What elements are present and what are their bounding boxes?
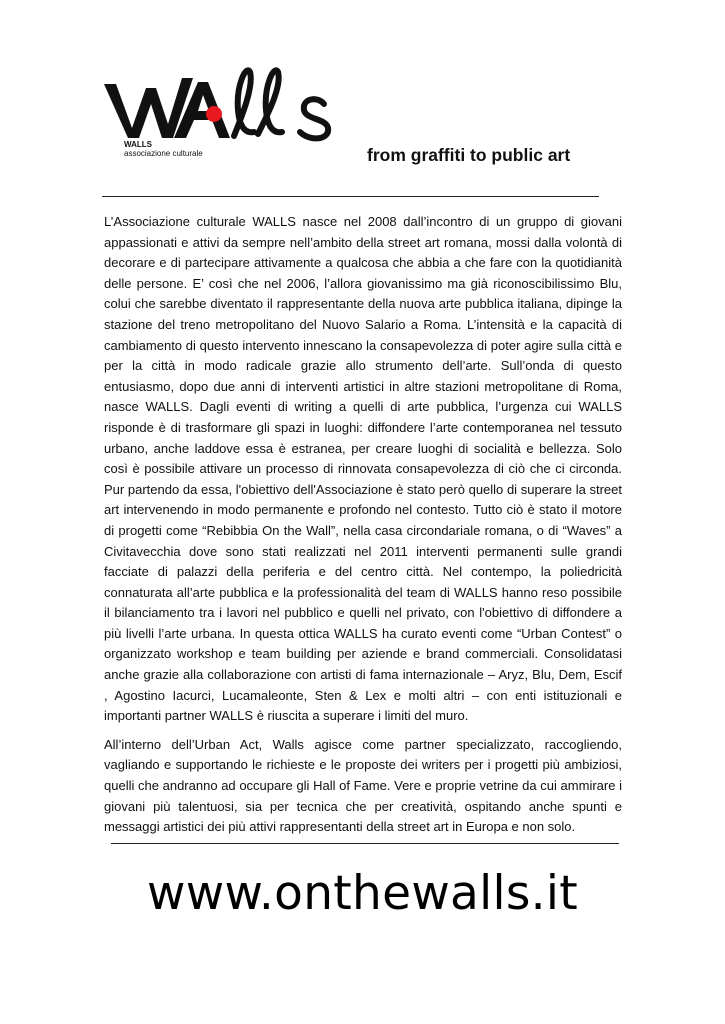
bottom-divider bbox=[111, 843, 619, 844]
logo-caption-subtitle: associazione culturale bbox=[124, 149, 203, 158]
top-divider bbox=[102, 196, 599, 197]
tagline: from graffiti to public art bbox=[367, 145, 571, 165]
logo-caption bbox=[124, 140, 203, 158]
logo-caption-name: WALLS bbox=[124, 140, 152, 149]
walls-logo bbox=[102, 66, 338, 162]
paragraph-2: All’interno dell’Urban Act, Walls agisce come partner specializzato, raccogliendo, vagliando e supportando le richieste e le proposte dei writers per i progetti più ambiziosi, quelli che andranno ad occupare gli Hall of Fame. Vere e proprie vetrine da cui ammirare i giovani più talentuosi, sia per tecnica che per creatività, ospitando anche spunti e messaggi artistici dei più attivi rappresentanti della street art in Europa e non solo. bbox=[104, 736, 622, 835]
website-url[interactable]: www.onthewalls.it bbox=[147, 866, 578, 921]
body-text bbox=[104, 212, 622, 838]
paragraph-1: L’Associazione culturale WALLS nasce nel 2008 dall’incontro di un gruppo di giovani appassionati e attivi da sempre nell’ambito della street art romana, mossi dalla volontà di decorare e di partecipare attivamente a qualcosa che abbia a che fare con la quotidianità delle persone. E’ così che nel 2006, l’allora giovanissimo ma già riconoscibilissimo Blu, colui che sarebbe diventato il rappresentante della nuova arte pubblica italiana, dipinge la stazione del treno metropolitano del Nuovo Salario a Roma. L’intensità e la capacità di cambiamento di questo intervento innescano la consapevolezza di poter agire sulla città e per la città in modo radicale grazie allo strumento dell’arte. Sull’onda di questo entusiasmo, dopo due anni di interventi artistici in altre stazioni metropolitane di Roma, nasce WALLS. Dagli eventi di writing a quelli di arte pubblica, l’urgenza cui WALLS risponde è di trasformare gli spazi in luoghi: diffondere l’arte contemporanea nel tessuto urbano, anche laddove essa è estranea, per creare luoghi di socialità e bellezza. Solo così è possibile attivare un processo di rinnovata consapevolezza di ciò che ci circonda. Pur partendo da essa, l'obiettivo dell'Associazione è stato però quello di superare la street art intervenendo in modo permanente e profondo nel contesto. Tutto ciò è stato il motore di progetti come “Rebibbia On the Wall”, nella casa circondariale romana, o di “Waves” a Civitavecchia dove sono stati realizzati nel 2011 interventi permanenti sulle grandi facciate di palazzi della periferia e del centro città. Nel contempo, la poliedricità connaturata all’arte pubblica e la professionalità del team di WALLS hanno reso possibile il bilanciamento tra i lavori nel pubblico e quelli nel privato, con l'obiettivo di diffondere a più livelli l’arte urbana. In questa ottica WALLS ha curato eventi come “Urban Contest” o organizzato workshop e team building per aziende e brand commerciali. Consolidatasi anche grazie alla collaborazione con artisti di fama internazionale – Aryz, Blu, Dem, Escif , Agostino Iacurci, Lucamaleonte, Sten & Lex e molti altri – con enti istituzionali e importanti partner WALLS è riuscita a superare i limiti del muro. bbox=[104, 214, 622, 724]
